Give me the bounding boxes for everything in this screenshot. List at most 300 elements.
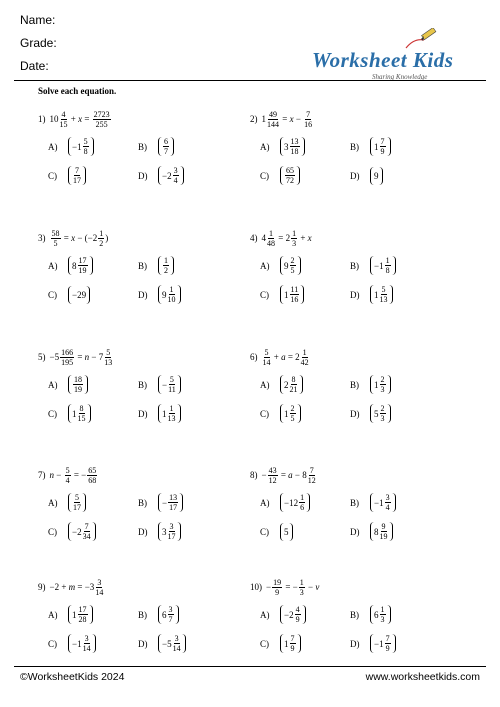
answer-option-a[interactable]	[260, 605, 350, 624]
answer-option-d[interactable]	[350, 522, 460, 541]
denominator: 28	[78, 615, 87, 624]
answer-option-c[interactable]	[260, 285, 350, 304]
answer-set	[68, 375, 88, 394]
answer-set	[68, 137, 94, 156]
answer-option-b[interactable]	[350, 605, 460, 624]
answer-set	[158, 256, 174, 275]
answer-option-d[interactable]	[138, 285, 248, 304]
numerator: 1	[299, 577, 304, 587]
option-letter: D)	[350, 638, 360, 649]
denominator: 15	[77, 414, 86, 423]
fraction	[299, 493, 305, 512]
answer-row	[38, 251, 258, 280]
denominator: 8	[385, 266, 390, 275]
answer-row	[38, 399, 258, 428]
denominator: 17	[167, 532, 176, 541]
answer-row	[38, 629, 258, 658]
answer-set	[280, 493, 310, 512]
numerator: 1	[380, 605, 385, 614]
answer-set	[158, 493, 183, 512]
fraction	[173, 634, 181, 653]
denominator: 5	[53, 238, 58, 248]
fraction	[380, 137, 386, 156]
math-text: −2	[72, 526, 82, 537]
problem-3	[38, 225, 258, 309]
math-text: 1	[162, 408, 167, 419]
numerator: 3	[97, 577, 102, 587]
equation	[250, 462, 470, 488]
denominator: 4	[65, 475, 70, 485]
fraction	[295, 605, 301, 624]
numerator: 18	[74, 375, 82, 384]
answer-set	[370, 137, 391, 156]
fraction	[51, 229, 61, 248]
logo-title: Worksheet Kids	[312, 48, 454, 72]
answer-set	[68, 605, 93, 624]
denominator: 14	[172, 644, 181, 653]
numerator: 2	[290, 256, 295, 265]
answer-option-b[interactable]	[138, 493, 248, 512]
option-letter: A)	[260, 260, 270, 271]
fraction	[65, 466, 71, 485]
denominator: 9	[385, 644, 390, 653]
numerator: 19	[273, 577, 282, 587]
denominator: 8	[83, 147, 88, 156]
math-text: =	[75, 352, 85, 362]
fraction	[290, 285, 300, 304]
answer-row	[250, 280, 470, 309]
fraction	[83, 522, 91, 541]
math-text: +	[298, 233, 308, 243]
answer-set	[370, 634, 396, 653]
variable: x	[78, 114, 83, 124]
fraction	[60, 348, 74, 367]
numerator: 7	[290, 634, 295, 643]
math-text: 5	[374, 408, 379, 419]
numerator: 7	[385, 634, 390, 643]
option-letter: A)	[48, 141, 58, 152]
option-letter: D)	[350, 526, 360, 537]
math-text: −	[293, 114, 304, 124]
denominator: 10	[167, 295, 176, 304]
option-letter: B)	[350, 609, 359, 620]
numerator: 6	[164, 137, 168, 146]
numerator: 3	[385, 493, 390, 502]
denominator: 2	[164, 266, 168, 275]
option-letter: B)	[138, 260, 147, 271]
answer-row	[38, 488, 258, 517]
answer-option-c[interactable]	[260, 166, 350, 185]
answer-choices	[38, 488, 258, 546]
problem-number: 7)	[38, 470, 46, 480]
numerator: 13	[290, 137, 299, 146]
answer-option-b[interactable]	[138, 137, 248, 156]
numerator: 4	[295, 605, 300, 614]
denominator: 3	[380, 414, 385, 423]
option-letter: B)	[138, 379, 147, 390]
problem-number: 6)	[250, 352, 258, 362]
answer-option-b[interactable]	[350, 493, 460, 512]
denominator: 68	[88, 475, 97, 485]
denominator: 42	[300, 357, 309, 367]
answer-choices	[38, 132, 258, 190]
numerator: 1	[169, 404, 174, 413]
logo-tagline: Sharing Knowledge	[372, 73, 428, 81]
answer-option-c[interactable]	[48, 634, 138, 653]
option-letter: B)	[138, 497, 147, 508]
numerator: 3	[174, 634, 179, 643]
denominator: 16	[304, 119, 313, 129]
numerator: 49	[269, 109, 277, 119]
answer-option-b[interactable]	[138, 256, 248, 275]
denominator: 19	[379, 532, 388, 541]
math-text: −	[266, 582, 272, 592]
answer-row	[250, 251, 470, 280]
answer-option-a[interactable]	[260, 256, 350, 275]
denominator: 13	[167, 414, 176, 423]
math-text: −1	[72, 141, 82, 152]
answer-set	[370, 404, 391, 423]
equation	[38, 574, 258, 600]
answer-option-c[interactable]	[48, 522, 138, 541]
answer-option-d[interactable]	[138, 522, 248, 541]
answer-option-a[interactable]	[48, 375, 138, 394]
math-text: − 8	[292, 470, 307, 480]
variable: a	[281, 352, 286, 362]
option-letter: B)	[350, 497, 359, 508]
numerator: 5	[83, 137, 88, 146]
answer-option-a[interactable]	[48, 493, 138, 512]
answer-set	[68, 286, 90, 304]
math-text: 1	[374, 289, 379, 300]
numerator: 8	[79, 404, 84, 413]
variable: a	[288, 470, 293, 480]
fraction	[93, 110, 111, 129]
answer-option-c[interactable]	[48, 404, 138, 423]
answer-set	[68, 256, 93, 275]
answer-option-a[interactable]	[48, 137, 138, 156]
fraction	[267, 229, 275, 248]
variable: v	[315, 582, 320, 592]
denominator: 3	[380, 385, 385, 394]
answer-option-a[interactable]	[260, 493, 350, 512]
numerator: 3	[173, 166, 178, 175]
variable: x	[307, 233, 312, 243]
problem-number: 10)	[250, 582, 262, 592]
answer-option-a[interactable]	[260, 375, 350, 394]
math-text: 9	[284, 260, 289, 271]
answer-set	[158, 166, 184, 185]
footer-website[interactable]: www.worksheetkids.com	[365, 671, 480, 683]
problem-10	[250, 574, 470, 658]
answer-option-c[interactable]	[48, 166, 138, 185]
denominator: 7	[168, 615, 173, 624]
numerator: 43	[268, 465, 277, 475]
problem-5	[38, 344, 258, 428]
problem-8	[250, 462, 470, 546]
math-text: −2	[162, 170, 172, 181]
math-text: (−2	[84, 233, 98, 243]
option-letter: C)	[48, 526, 57, 537]
math-text: −1	[374, 260, 384, 271]
fraction	[163, 256, 169, 275]
date-label: Date:	[20, 59, 49, 73]
fraction	[73, 166, 81, 185]
answer-option-d[interactable]	[138, 166, 248, 185]
answer-option-c[interactable]	[48, 286, 138, 304]
denominator: 17	[169, 503, 178, 512]
answer-option-c[interactable]	[260, 523, 350, 541]
option-letter: B)	[350, 260, 359, 271]
name-label: Name:	[20, 13, 56, 27]
math-text: 2	[284, 379, 289, 390]
answer-option-c[interactable]	[260, 634, 350, 653]
answer-option-d[interactable]	[350, 167, 460, 185]
answer-option-c[interactable]	[260, 404, 350, 423]
answer-set	[370, 522, 393, 541]
footer-divider	[14, 666, 486, 667]
denominator: 3	[292, 238, 297, 248]
math-text: −	[305, 582, 316, 592]
fraction	[173, 166, 179, 185]
answer-set	[280, 404, 301, 423]
equation	[38, 462, 258, 488]
option-letter: D)	[350, 170, 360, 181]
answer-row	[250, 600, 470, 629]
answer-set	[68, 634, 96, 653]
fraction	[290, 404, 296, 423]
worksheet-kids-logo	[312, 44, 482, 90]
option-letter: C)	[48, 289, 57, 300]
denominator: 14	[95, 587, 104, 597]
equation	[38, 225, 258, 251]
numerator: 5	[65, 465, 70, 475]
math-text: −2	[284, 609, 294, 620]
answer-set	[158, 605, 179, 624]
fraction	[272, 578, 282, 597]
fraction	[380, 522, 388, 541]
problem-number: 8)	[250, 470, 258, 480]
answer-option-b[interactable]	[350, 137, 460, 156]
math-text: 1	[374, 379, 379, 390]
fraction	[60, 110, 68, 129]
fraction	[78, 256, 88, 275]
answer-option-b[interactable]	[350, 375, 460, 394]
answer-set	[280, 137, 305, 156]
denominator: 5	[290, 414, 295, 423]
answer-choices	[38, 251, 258, 309]
fraction	[385, 634, 391, 653]
answer-option-d[interactable]	[138, 634, 248, 653]
math-text: =	[61, 233, 72, 243]
footer-copyright: ©WorksheetKids 2024	[20, 671, 125, 683]
answer-option-d[interactable]	[138, 404, 248, 423]
math-text: 3	[284, 141, 289, 152]
numerator: 9	[381, 522, 386, 531]
answer-option-a[interactable]	[48, 605, 138, 624]
answer-option-b[interactable]	[350, 256, 460, 275]
numerator: 5	[106, 347, 111, 357]
answer-set	[158, 522, 181, 541]
fraction	[168, 605, 174, 624]
numerator: 1	[300, 493, 305, 502]
option-letter: D)	[138, 638, 148, 649]
answer-row	[250, 132, 470, 161]
math-text: = −3	[75, 582, 95, 592]
denominator: 19	[78, 266, 87, 275]
option-letter: A)	[48, 609, 58, 620]
denominator: 11	[168, 385, 176, 394]
denominator: 15	[59, 119, 68, 129]
math-text: −5	[162, 638, 172, 649]
answer-choices	[250, 132, 470, 190]
answer-set	[158, 137, 174, 156]
fraction	[87, 466, 97, 485]
numerator: 5	[169, 375, 174, 384]
math-text: −29	[72, 289, 87, 300]
numerator: 5	[381, 285, 386, 294]
numerator: 166	[61, 347, 74, 357]
denominator: 2	[99, 238, 104, 248]
math-text: 6	[374, 609, 379, 620]
fraction	[385, 493, 391, 512]
fraction	[385, 256, 391, 275]
math-text: 4	[261, 233, 266, 243]
answer-row	[38, 280, 258, 309]
answer-set	[370, 285, 393, 304]
math-text: −1	[72, 638, 82, 649]
math-text: = −	[283, 582, 298, 592]
option-letter: C)	[48, 170, 57, 181]
denominator: 6	[300, 503, 305, 512]
denominator: 18	[290, 147, 299, 156]
option-letter: B)	[138, 141, 147, 152]
problem-number: 3)	[38, 233, 46, 243]
answer-set	[280, 634, 301, 653]
math-text: −1	[374, 497, 384, 508]
math-text: 6	[162, 609, 167, 620]
equation	[250, 574, 470, 600]
numerator: 7	[380, 137, 385, 146]
variable: x	[289, 114, 294, 124]
answer-option-a[interactable]	[48, 256, 138, 275]
answer-set	[158, 285, 181, 304]
fraction	[301, 348, 309, 367]
numerator: 2	[380, 404, 385, 413]
fraction	[290, 634, 296, 653]
numerator: 11	[290, 285, 299, 294]
math-text: −5	[49, 352, 60, 362]
fraction	[168, 522, 176, 541]
numerator: 17	[78, 256, 87, 265]
fraction	[290, 137, 300, 156]
answer-row	[38, 132, 258, 161]
numerator: 5	[75, 493, 79, 502]
denominator: 17	[73, 503, 81, 512]
answer-option-a[interactable]	[260, 137, 350, 156]
denominator: 4	[385, 503, 390, 512]
option-letter: A)	[260, 497, 270, 508]
denominator: 13	[379, 295, 388, 304]
denominator: 144	[267, 119, 279, 129]
answer-choices	[250, 251, 470, 309]
answer-option-d[interactable]	[350, 404, 460, 423]
answer-row	[38, 517, 258, 546]
denominator: 12	[307, 475, 316, 485]
option-letter: A)	[48, 379, 58, 390]
numerator: 58	[51, 228, 60, 238]
answer-set	[280, 605, 306, 624]
fraction	[104, 348, 112, 367]
answer-set	[280, 285, 304, 304]
math-text: 9	[162, 289, 167, 300]
numerator: 3	[168, 605, 173, 614]
fraction	[304, 110, 312, 129]
answer-option-d[interactable]	[350, 285, 460, 304]
denominator: 14	[82, 644, 91, 653]
denominator: 9	[290, 644, 295, 653]
equation	[250, 225, 470, 251]
denominator: 4	[173, 176, 178, 185]
numerator: 1	[169, 285, 174, 294]
instructions: Solve each equation.	[38, 86, 117, 96]
fraction	[163, 137, 169, 156]
option-letter: D)	[350, 408, 360, 419]
problem-number: 2)	[250, 114, 258, 124]
answer-choices	[38, 370, 258, 428]
math-text: = −	[71, 470, 87, 480]
equation	[250, 344, 470, 370]
denominator: 12	[268, 475, 277, 485]
equation	[250, 106, 470, 132]
numerator: 1	[292, 228, 297, 238]
option-letter: D)	[138, 170, 148, 181]
fraction	[299, 578, 305, 597]
answer-option-d[interactable]	[350, 634, 460, 653]
denominator: 3	[299, 587, 304, 597]
answer-set	[68, 493, 86, 512]
denominator: 7	[164, 147, 168, 156]
variable: m	[68, 582, 76, 592]
math-text: 9	[374, 170, 379, 181]
problem-number: 5)	[38, 352, 46, 362]
answer-option-b[interactable]	[138, 375, 248, 394]
math-text: −	[75, 233, 85, 243]
option-letter: C)	[260, 289, 269, 300]
problem-number: 1)	[38, 114, 46, 124]
fraction	[98, 229, 104, 248]
answer-option-b[interactable]	[138, 605, 248, 624]
answer-set	[280, 166, 300, 185]
variable: x	[71, 233, 76, 243]
problem-number: 9)	[38, 582, 46, 592]
pencil-icon	[404, 28, 438, 50]
fraction	[78, 605, 88, 624]
option-letter: B)	[350, 141, 359, 152]
numerator: 8	[291, 375, 296, 384]
math-text: 1	[374, 141, 379, 152]
denominator: 16	[290, 295, 299, 304]
problem-number: 4)	[250, 233, 258, 243]
math-text: −	[162, 497, 168, 508]
answer-row	[250, 629, 470, 658]
option-letter: C)	[260, 526, 269, 537]
denominator: 3	[380, 615, 385, 624]
answer-row	[250, 370, 470, 399]
math-text: =	[280, 114, 290, 124]
numerator: 5	[264, 347, 269, 357]
fraction	[308, 466, 316, 485]
